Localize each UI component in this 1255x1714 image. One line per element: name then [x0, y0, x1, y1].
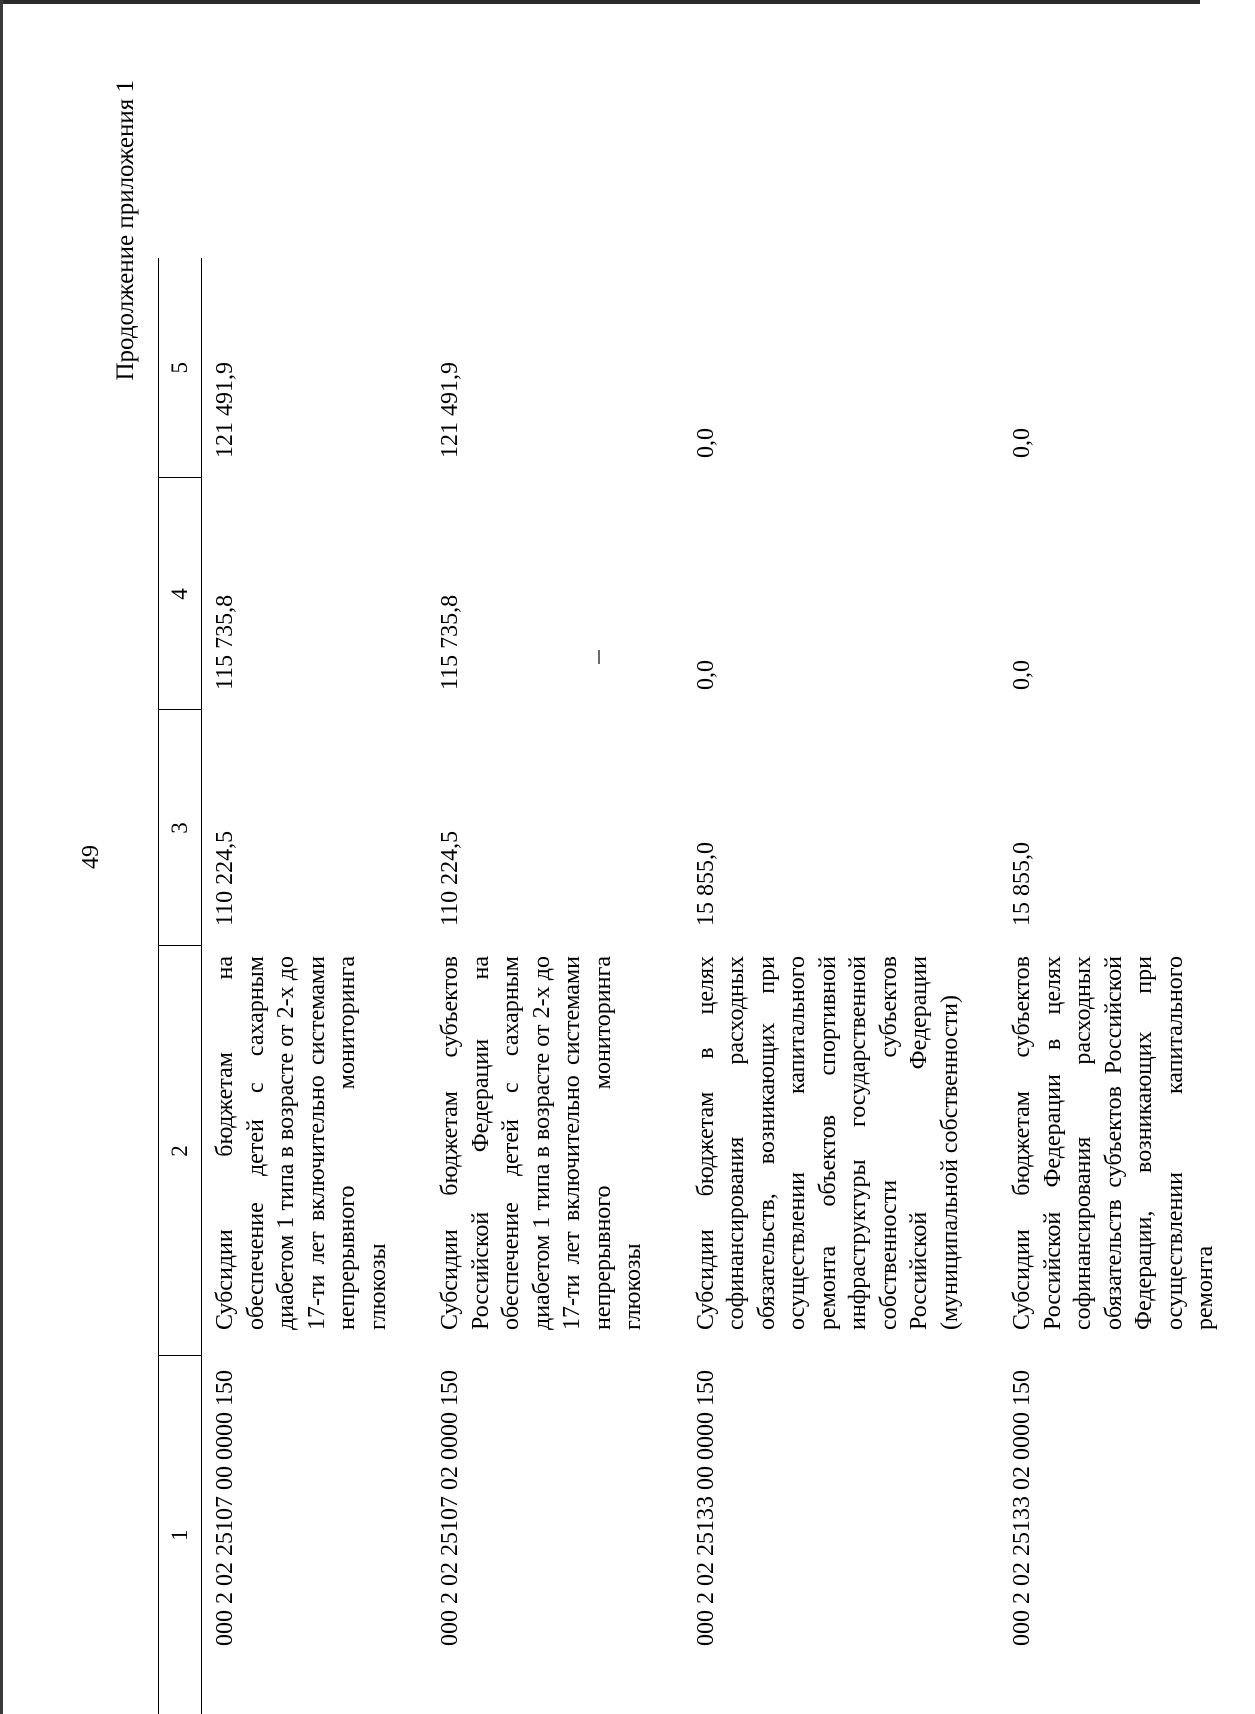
value-col5: 121 491,9 — [212, 362, 238, 458]
value-col5: 0,0 — [1009, 428, 1035, 458]
budget-code: 000 2 02 25107 02 0000 150 — [437, 1370, 463, 1646]
table-row — [999, 258, 1255, 1714]
value-col4: 0,0 — [692, 660, 719, 690]
value-col4: 115 735,8 — [212, 594, 238, 690]
value-col5: 0,0 — [692, 428, 719, 458]
value-col5: 121 491,9 — [437, 362, 463, 458]
row-description: Субсидии бюджетам субъектов Российской Федерации на обеспечение детей с сахарным диабетом 1 типа в возрасте от 2-х до 17-ти лет включительно системами непрерывного мониторинга глюкозы — [437, 956, 646, 1330]
table-header-row — [159, 258, 202, 1714]
column-header-5: 5 — [159, 258, 202, 478]
table-row — [202, 258, 428, 1714]
column-header-3: 3 — [159, 710, 202, 946]
value-col4: 0,0 — [1009, 660, 1035, 690]
budget-code: 000 2 02 25133 00 0000 150 — [692, 1370, 719, 1646]
budget-table — [158, 258, 1255, 1714]
value-col4: 115 735,8 — [437, 594, 463, 690]
table-row — [683, 258, 1000, 1714]
value-col3: 15 855,0 — [692, 842, 719, 926]
column-header-4: 4 — [159, 478, 202, 710]
budget-code: 000 2 02 25133 02 0000 150 — [1009, 1370, 1035, 1646]
value-col3: 110 224,5 — [437, 830, 463, 926]
row-description: Субсидии бюджетам на обеспечение детей с сахарным диабетом 1 типа в возрасте от 2-х до 17-ти лет включительно системами непрерывного мониторинга глюкозы — [212, 956, 391, 1330]
value-col3: 110 224,5 — [212, 830, 238, 926]
row-description: Субсидии бюджетам субъектов Российской Федерации в целях софинансирования расходных обязательств субъектов Российской Федерации, возникающих при осуществлении капитального ремонта — [1009, 956, 1218, 1330]
scan-mark — [598, 650, 600, 664]
row-description: Субсидии бюджетам в целях софинансирования расходных обязательств, возникающих при осуществлении капитального ремонта объектов спортивной инфраструктуры государственной собственности субъектов Российской Федерации (муниципальной собственности) — [692, 956, 963, 1330]
budget-code: 000 2 02 25107 00 0000 150 — [212, 1370, 238, 1646]
column-header-1: 1 — [159, 1356, 202, 1714]
value-col3: 15 855,0 — [1009, 842, 1035, 926]
appendix-title: Продолжение приложения 1 — [112, 80, 139, 381]
column-header-2: 2 — [159, 946, 202, 1356]
page-number: 49 — [78, 845, 104, 869]
table-row — [427, 258, 683, 1714]
